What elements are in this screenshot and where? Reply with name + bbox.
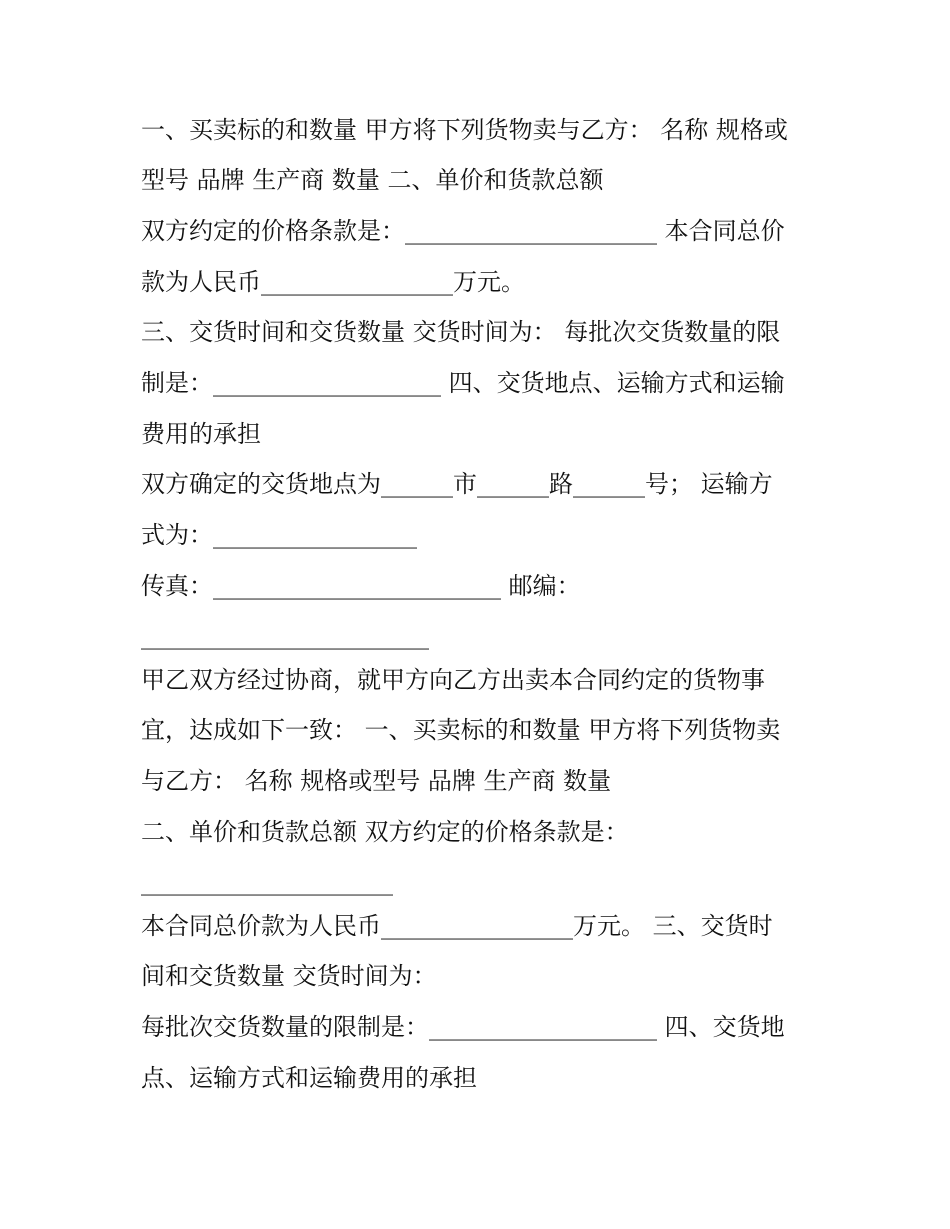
text-line: 一、买卖标的和数量 甲方将下列货物卖与乙方： 名称 规格或: [141, 116, 788, 144]
text-line: 式为：_________________: [141, 521, 417, 549]
text-line: 间和交货数量 交货时间为：: [141, 962, 437, 990]
text-line: 每批次交货数量的限制是：___________________ 四、交货地: [141, 1013, 785, 1041]
text-line: 二、单价和货款总额 双方约定的价格条款是：: [141, 818, 629, 846]
text-line: 费用的承担: [141, 420, 261, 448]
text-line: 款为人民币________________万元。: [141, 268, 525, 296]
text-line: _____________________: [141, 868, 393, 896]
text-line: ________________________: [141, 622, 429, 650]
text-line: 双方约定的价格条款是：_____________________ 本合同总价: [141, 217, 785, 245]
text-line: 与乙方： 名称 规格或型号 品牌 生产商 数量: [141, 767, 612, 795]
text-line: 三、交货时间和交货数量 交货时间为： 每批次交货数量的限: [141, 318, 781, 346]
text-line: 宜，达成如下一致： 一、买卖标的和数量 甲方将下列货物卖: [141, 716, 781, 744]
text-line: 本合同总价款为人民币________________万元。 三、交货时: [141, 912, 773, 940]
text-line: 制是：___________________ 四、交货地点、运输方式和运输: [141, 369, 785, 397]
text-line: 点、运输方式和运输费用的承担: [141, 1064, 477, 1092]
text-line: 型号 品牌 生产商 数量 二、单价和货款总额: [141, 166, 604, 194]
text-line: 双方确定的交货地点为______市______路______号； 运输方: [141, 470, 773, 498]
text-line: 甲乙双方经过协商，就甲方向乙方出卖本合同约定的货物事: [141, 666, 765, 694]
text-line: 传真：________________________ 邮编：: [141, 572, 581, 600]
